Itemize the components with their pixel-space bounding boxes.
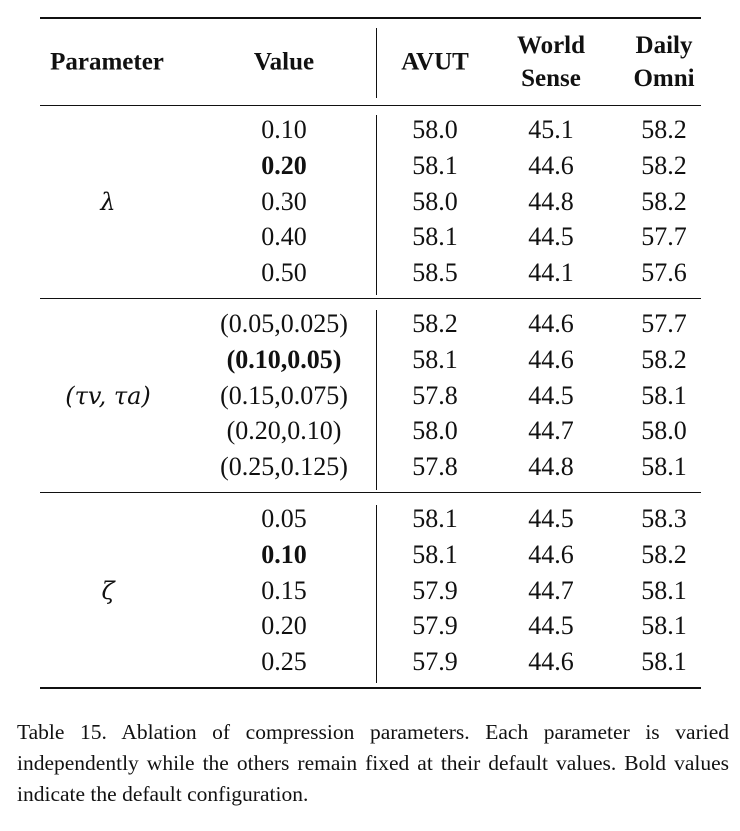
avut-cell: 58.1	[412, 344, 458, 374]
worldsense-cell: 44.5	[528, 611, 574, 641]
parameter-name: λ	[100, 187, 116, 216]
worldsense-cell: 44.8	[528, 452, 574, 482]
dailyomni-cell: 58.1	[641, 647, 687, 677]
value-cell: 0.05	[261, 504, 307, 533]
worldsense-cell: 44.8	[528, 186, 574, 216]
dailyomni-cell: 58.2	[641, 539, 687, 569]
value-cell: 0.50	[261, 258, 307, 288]
worldsense-cell: 44.7	[528, 575, 574, 605]
dailyomni-cell: 58.2	[641, 344, 687, 374]
parameter-name: ζ	[101, 576, 115, 605]
value-cell: 0.20	[261, 611, 307, 641]
worldsense-cell: 44.7	[528, 416, 574, 446]
worldsense-cell: 45.1	[528, 115, 574, 144]
worldsense-cell: 44.5	[528, 504, 574, 533]
header-value: Value	[253, 48, 315, 76]
avut-cell: 58.2	[412, 309, 458, 338]
value-cell: (0.15,0.075)	[220, 380, 348, 410]
header-worldsense-line2: Sense	[521, 65, 581, 92]
header-parameter: Parameter	[50, 48, 164, 76]
dailyomni-cell: 58.2	[641, 150, 687, 180]
header-worldsense	[517, 29, 585, 95]
column-separator	[376, 115, 377, 295]
avut-cell: 58.1	[412, 150, 458, 180]
worldsense-cell: 44.5	[528, 380, 574, 410]
avut-cell: 58.0	[412, 186, 458, 216]
avut-cell: 57.8	[412, 380, 458, 410]
worldsense-cell: 44.6	[528, 647, 574, 677]
value-cell: 0.25	[261, 647, 307, 677]
value-cell: 0.20	[261, 150, 307, 180]
worldsense-cell: 44.6	[528, 539, 574, 569]
dailyomni-cell: 58.1	[641, 380, 687, 410]
avut-cell: 58.1	[412, 504, 458, 533]
header-avut: AVUT	[401, 48, 469, 76]
worldsense-cell: 44.6	[528, 344, 574, 374]
column-separator	[376, 505, 377, 683]
value-cell: (0.20,0.10)	[226, 416, 342, 446]
header-dailyomni-line1: Daily	[635, 32, 693, 59]
header-separator	[376, 28, 377, 98]
worldsense-cell: 44.5	[528, 222, 574, 252]
header-dailyomni-line2: Omni	[633, 65, 695, 92]
group-rule	[40, 298, 701, 299]
dailyomni-cell: 58.0	[641, 416, 687, 446]
value-cell: 0.40	[261, 222, 307, 252]
table-caption: Table 15. Ablation of compression parameters. Each parameter is varied independently while the others remain fixed at their default values. Bold values indicate the default configuration.	[17, 720, 729, 806]
dailyomni-cell: 57.7	[641, 222, 687, 252]
header-worldsense-line1: World	[516, 32, 586, 59]
bottom-rule	[40, 687, 701, 689]
dailyomni-cell: 58.1	[641, 452, 687, 482]
avut-cell: 58.0	[412, 416, 458, 446]
value-cell: (0.10,0.05)	[226, 344, 342, 374]
parameter-name: (τv, τa)	[65, 381, 151, 410]
dailyomni-cell: 57.7	[641, 309, 687, 338]
avut-cell: 57.9	[412, 647, 458, 677]
header-rule	[40, 105, 701, 106]
dailyomni-cell: 58.3	[641, 504, 687, 533]
avut-cell: 58.0	[412, 115, 458, 144]
value-cell: (0.25,0.125)	[220, 452, 348, 482]
worldsense-cell: 44.6	[528, 150, 574, 180]
worldsense-cell: 44.1	[528, 258, 574, 288]
value-cell: 0.10	[261, 115, 307, 144]
dailyomni-cell: 58.2	[641, 186, 687, 216]
column-separator	[376, 310, 377, 490]
worldsense-cell: 44.6	[528, 309, 574, 338]
avut-cell: 57.9	[412, 575, 458, 605]
dailyomni-cell: 58.1	[641, 611, 687, 641]
value-cell: 0.10	[261, 539, 307, 569]
top-rule	[40, 17, 701, 19]
value-cell: 0.30	[261, 186, 307, 216]
avut-cell: 57.9	[412, 611, 458, 641]
avut-cell: 57.8	[412, 452, 458, 482]
value-cell: (0.05,0.025)	[220, 309, 348, 338]
dailyomni-cell: 57.6	[641, 258, 687, 288]
avut-cell: 58.1	[412, 222, 458, 252]
value-cell: 0.15	[261, 575, 307, 605]
avut-cell: 58.5	[412, 258, 458, 288]
group-rule	[40, 492, 701, 493]
dailyomni-cell: 58.2	[641, 115, 687, 144]
avut-cell: 58.1	[412, 539, 458, 569]
header-dailyomni	[633, 29, 694, 95]
dailyomni-cell: 58.1	[641, 575, 687, 605]
